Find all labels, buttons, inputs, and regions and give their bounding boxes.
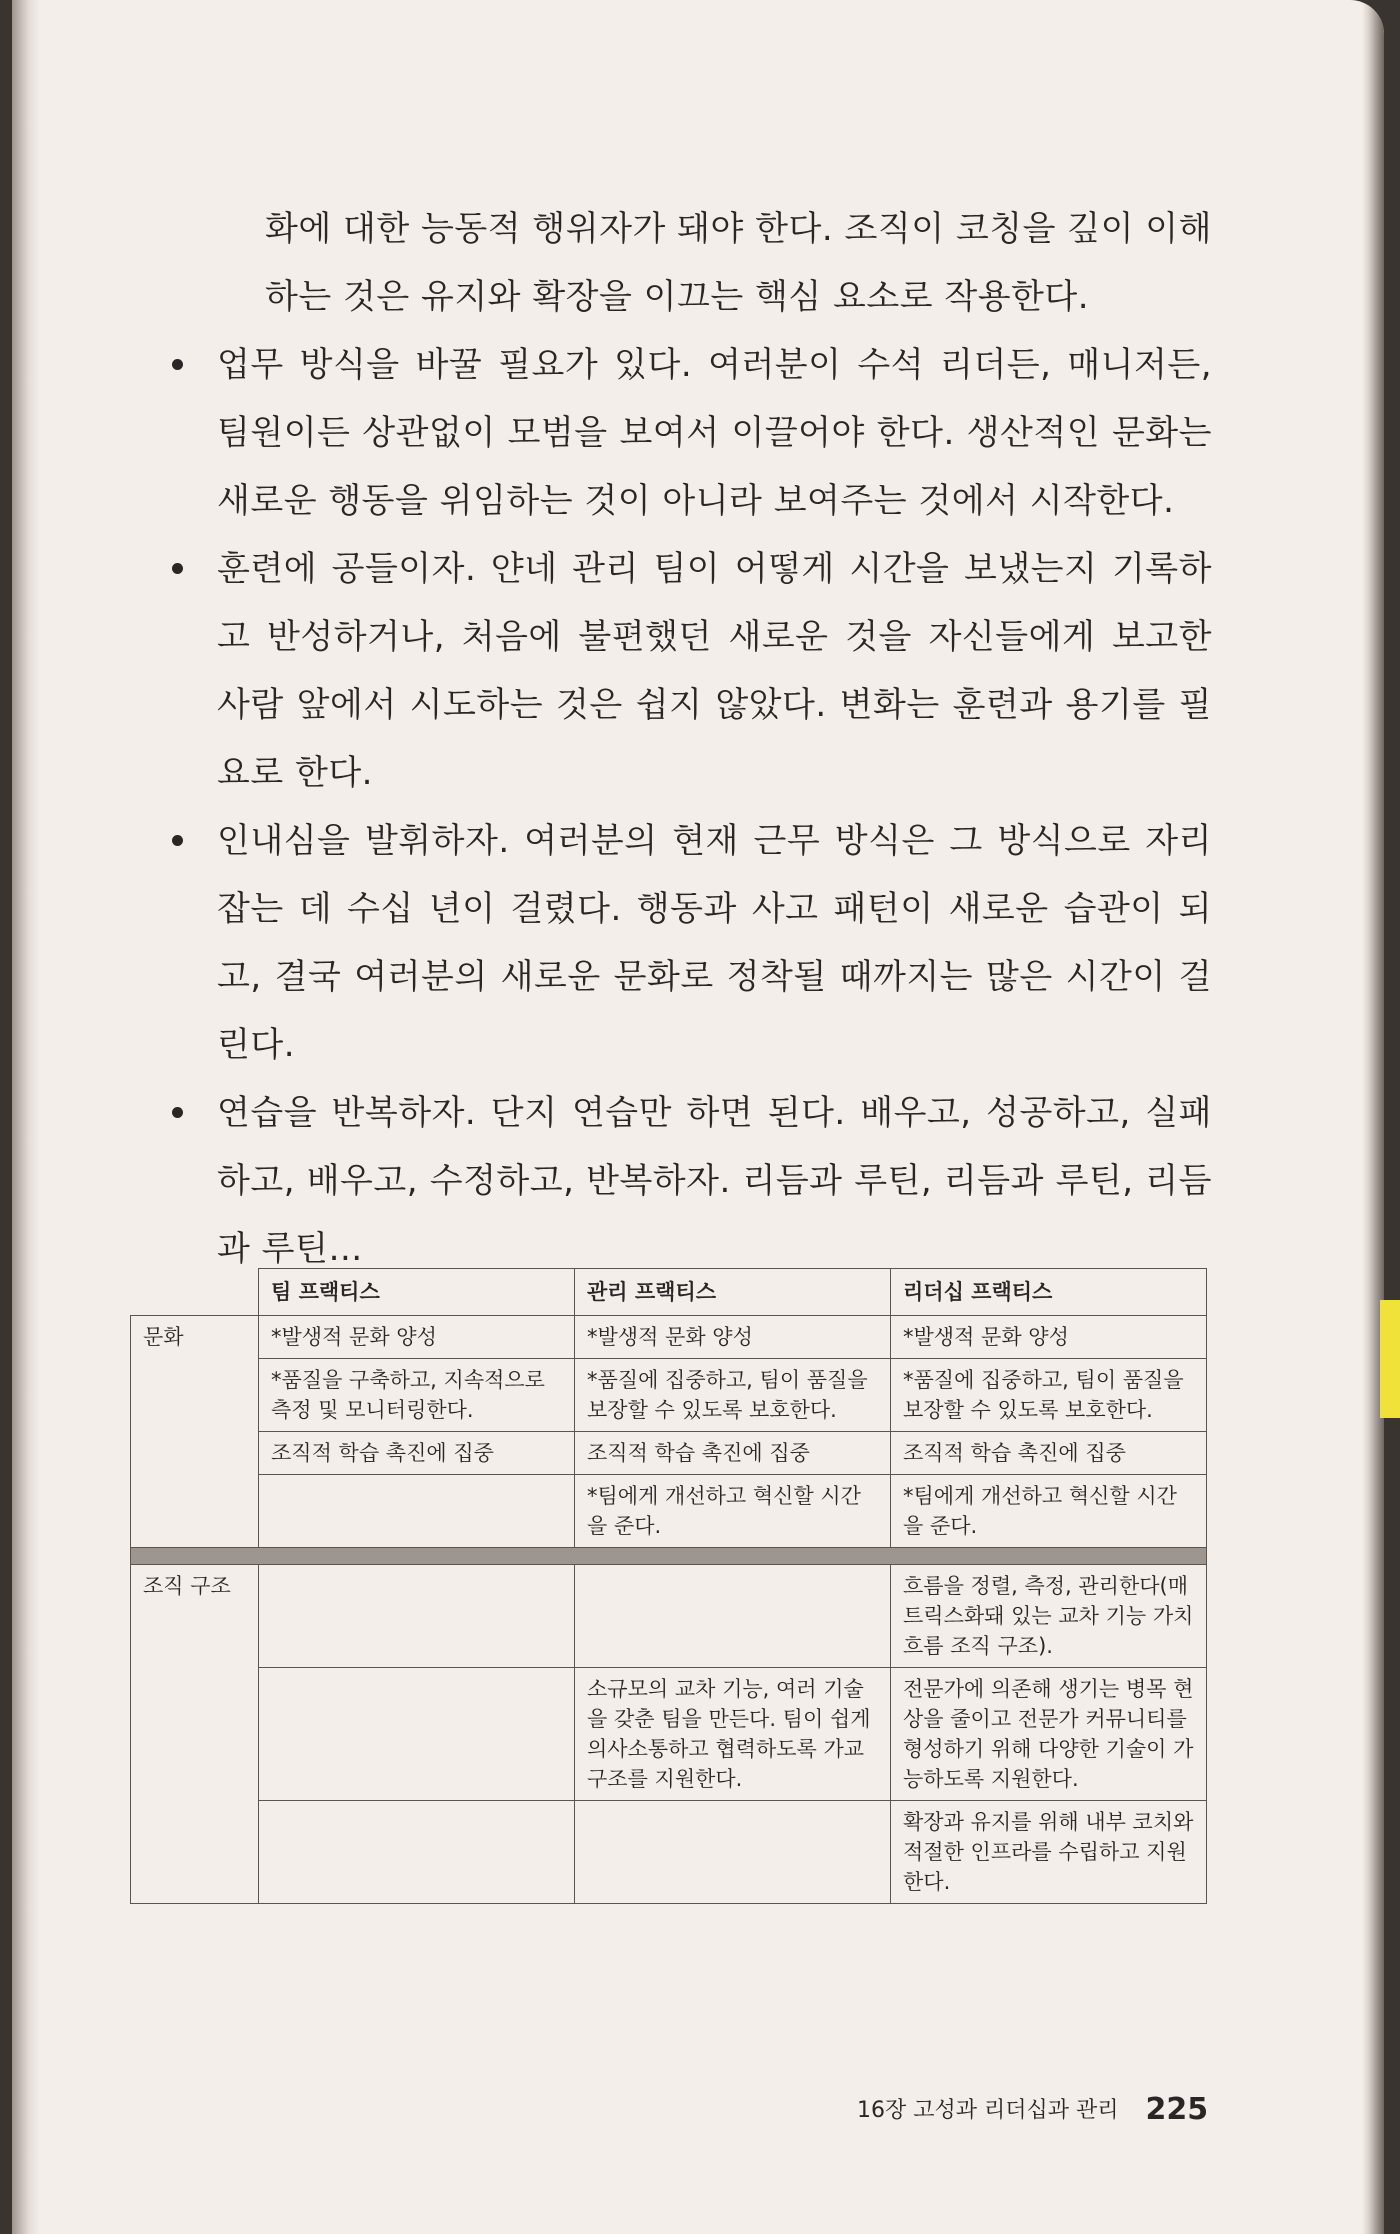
table-cell: 확장과 유지를 위해 내부 코치와 적절한 인프라를 수립하고 지원한다. <box>891 1801 1207 1904</box>
book-spine-shadow <box>12 0 40 2234</box>
intro-continuation: 화에 대한 능동적 행위자가 돼야 한다. 조직이 코칭을 깊이 이해하는 것은 유지와 확장을 이끄는 핵심 요소로 작용한다. <box>265 209 1212 317</box>
bullet-dot-icon <box>172 563 183 574</box>
table-cell <box>575 1565 891 1668</box>
category-spacer <box>131 1668 259 1801</box>
practice-table <box>130 1268 1207 1904</box>
table-cell: *발생적 문화 양성 <box>575 1316 891 1359</box>
page-footer <box>857 2092 1208 2127</box>
table-cell: *품질을 구축하고, 지속적으로 측정 및 모니터링한다. <box>259 1359 575 1432</box>
category-spacer <box>131 1475 259 1548</box>
table-cell <box>575 1801 891 1904</box>
table-separator <box>131 1548 1207 1565</box>
table-row <box>131 1475 1207 1548</box>
bullet-dot-icon <box>172 1107 183 1118</box>
table-row <box>131 1359 1207 1432</box>
table-row <box>131 1316 1207 1359</box>
category-culture: 문화 <box>131 1316 259 1359</box>
table-cell <box>259 1801 575 1904</box>
table-cell <box>259 1668 575 1801</box>
category-spacer <box>131 1359 259 1432</box>
bullet-text: 인내심을 발휘하자. 여러분의 현재 근무 방식은 그 방식으로 자리 잡는 데 수십 년이 걸렸다. 행동과 사고 패턴이 새로운 습관이 되고, 결국 여러분의 새로운 문화로 정착될 때까지는 많은 시간이 걸린다. <box>217 821 1212 1065</box>
table-cell: *발생적 문화 양성 <box>891 1316 1207 1359</box>
table-cell: 조직적 학습 촉진에 집중 <box>259 1432 575 1475</box>
bullet-text: 훈련에 공들이자. 얀네 관리 팀이 어떻게 시간을 보냈는지 기록하고 반성하거나, 처음에 불편했던 새로운 것을 자신들에게 보고한 사람 앞에서 시도하는 것은 쉽지 않았다. 변화는 훈련과 용기를 필요로 한다. <box>217 549 1212 793</box>
table-cell: 소규모의 교차 기능, 여러 기술을 갖춘 팀을 만든다. 팀이 쉽게 의사소통하고 협력하도록 가교 구조를 지원한다. <box>575 1668 891 1801</box>
table-header-row <box>131 1269 1207 1316</box>
category-spacer <box>131 1432 259 1475</box>
chapter-title: 16장 고성과 리더십과 관리 <box>857 2098 1119 2123</box>
book-page <box>12 0 1384 2234</box>
table-cell: 조직적 학습 촉진에 집중 <box>891 1432 1207 1475</box>
category-spacer <box>131 1801 259 1904</box>
table-cell: *품질에 집중하고, 팀이 품질을 보장할 수 있도록 보호한다. <box>575 1359 891 1432</box>
table-cell: *팀에게 개선하고 혁신할 시간을 준다. <box>891 1475 1207 1548</box>
table-header-leadership: 리더십 프랙티스 <box>891 1269 1207 1316</box>
table-header-blank <box>131 1269 259 1316</box>
table-row <box>131 1668 1207 1801</box>
bullet-item <box>212 331 1212 535</box>
bullet-dot-icon <box>172 359 183 370</box>
table-cell: *발생적 문화 양성 <box>259 1316 575 1359</box>
table-cell: *팀에게 개선하고 혁신할 시간을 준다. <box>575 1475 891 1548</box>
page-number: 225 <box>1145 2092 1209 2127</box>
bullet-item <box>212 807 1212 1079</box>
table-cell: 조직적 학습 촉진에 집중 <box>575 1432 891 1475</box>
table-row <box>131 1801 1207 1904</box>
category-structure: 조직 구조 <box>131 1565 259 1668</box>
body-text <box>212 195 1212 1283</box>
table-cell <box>259 1565 575 1668</box>
table-cell: 전문가에 의존해 생기는 병목 현상을 줄이고 전문가 커뮤니티를 형성하기 위해 다양한 기술이 가능하도록 지원한다. <box>891 1668 1207 1801</box>
bullet-dot-icon <box>172 835 183 846</box>
table-row <box>131 1565 1207 1668</box>
yellow-tab-marker <box>1380 1300 1400 1418</box>
table-header-team: 팀 프랙티스 <box>259 1269 575 1316</box>
table-cell: 흐름을 정렬, 측정, 관리한다(매트릭스화돼 있는 교차 기능 가치 흐름 조직 구조). <box>891 1565 1207 1668</box>
table-separator-row <box>131 1548 1207 1565</box>
table-row <box>131 1432 1207 1475</box>
table-header-management: 관리 프랙티스 <box>575 1269 891 1316</box>
bullet-item <box>212 1079 1212 1283</box>
bullet-item <box>212 535 1212 807</box>
table-cell <box>259 1475 575 1548</box>
bullet-text: 연습을 반복하자. 단지 연습만 하면 된다. 배우고, 성공하고, 실패하고, 배우고, 수정하고, 반복하자. 리듬과 루틴, 리듬과 루틴, 리듬과 루틴… <box>217 1093 1212 1269</box>
bullet-text: 업무 방식을 바꿀 필요가 있다. 여러분이 수석 리더든, 매니저든, 팀원이든 상관없이 모범을 보여서 이끌어야 한다. 생산적인 문화는 새로운 행동을 위임하는 것이 아니라 보여주는 것에서 시작한다. <box>217 345 1212 521</box>
page-edge-shadow <box>1362 0 1384 2234</box>
table-cell: *품질에 집중하고, 팀이 품질을 보장할 수 있도록 보호한다. <box>891 1359 1207 1432</box>
